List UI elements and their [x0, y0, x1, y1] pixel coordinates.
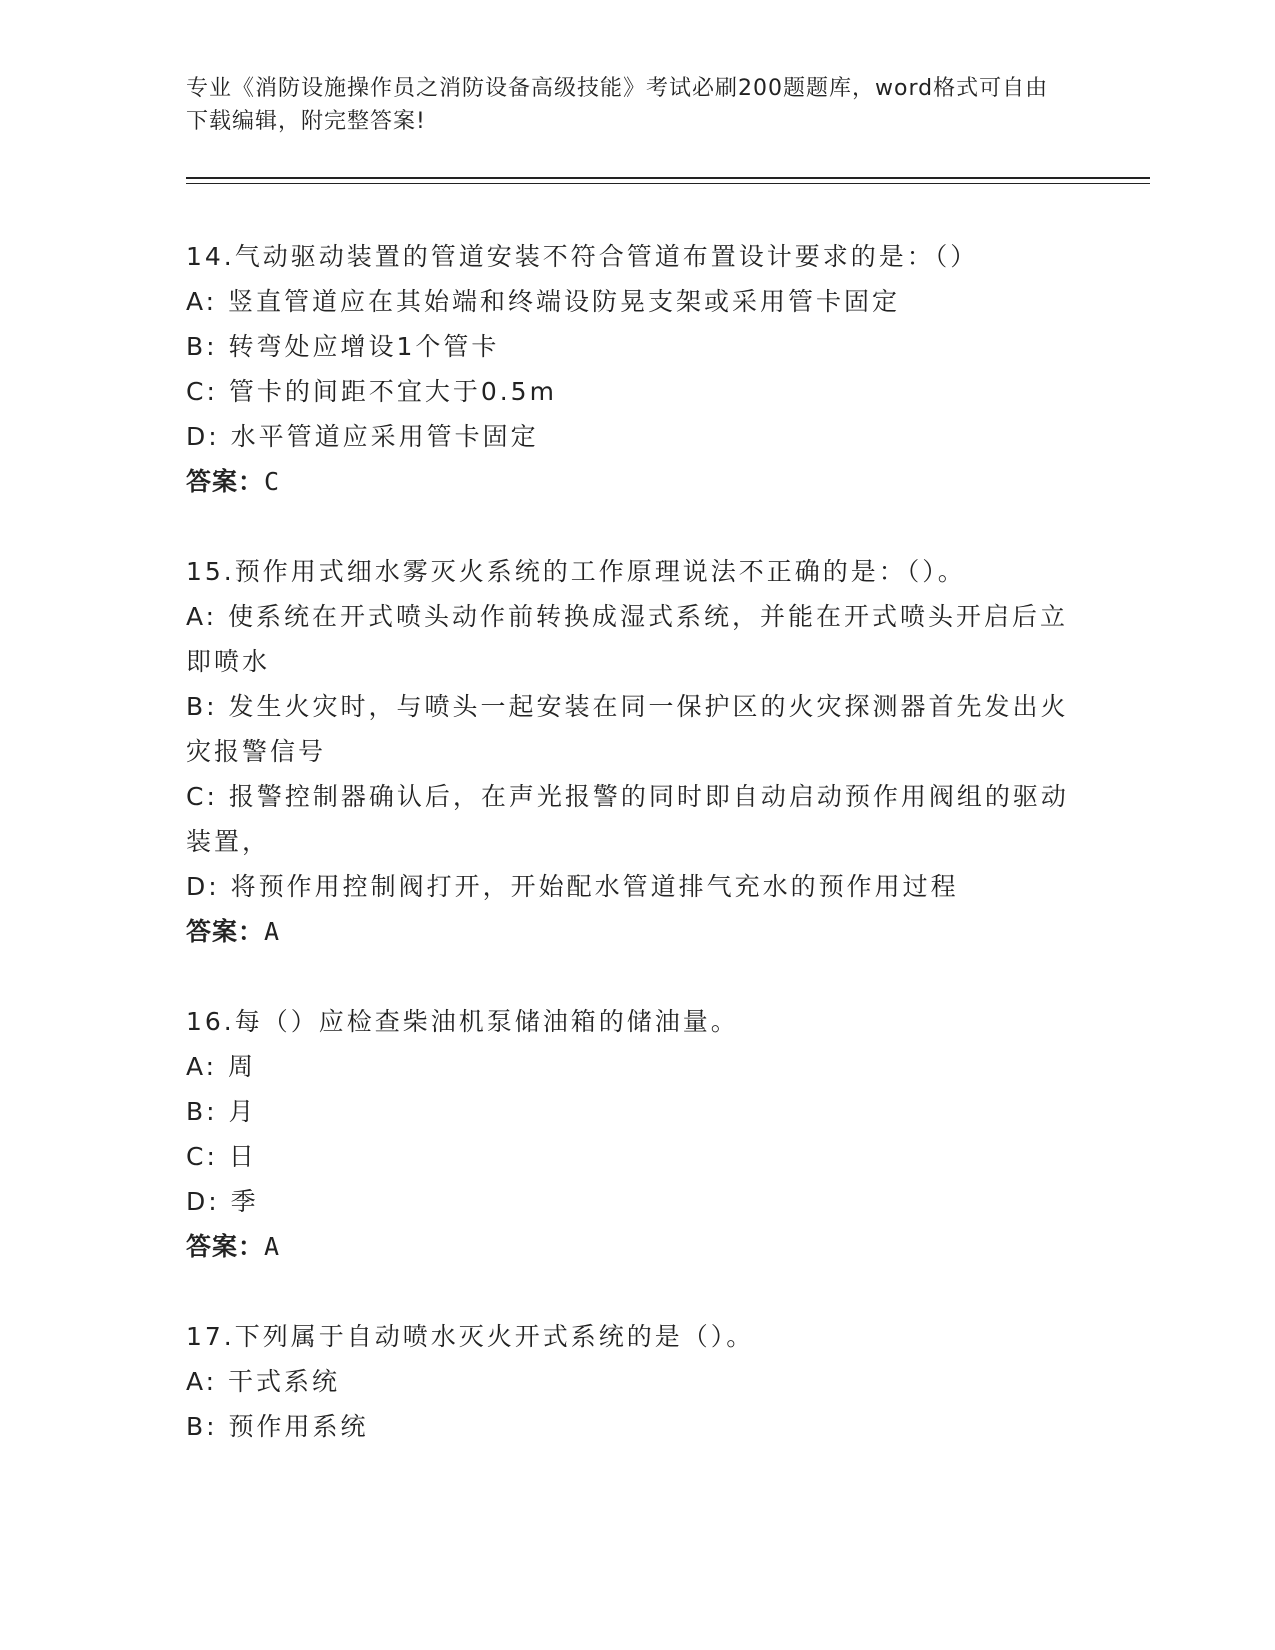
- option-d: D: 水平管道应采用管卡固定: [186, 422, 539, 451]
- question-stem: 14.气动驱动装置的管道安装不符合管道布置设计要求的是：（）: [186, 242, 979, 271]
- option-b: B: 转弯处应增设1个管卡: [186, 332, 500, 361]
- question-17: [186, 1314, 1086, 1449]
- answer-label: 答案：: [186, 917, 265, 946]
- header-divider-thin: [186, 183, 1150, 184]
- header-divider-thick: [186, 177, 1150, 179]
- option-a: A: 竖直管道应在其始端和终端设防晃支架或采用管卡固定: [186, 287, 901, 316]
- question-16: [186, 999, 1086, 1269]
- option-d: D: 季: [186, 1187, 259, 1216]
- option-a: A: 周: [186, 1052, 257, 1081]
- answer-line: [186, 1224, 1086, 1269]
- option-b: B: 月: [186, 1097, 257, 1126]
- option-a: A: 干式系统: [186, 1367, 341, 1396]
- question-15: [186, 549, 1086, 954]
- answer-value: A: [264, 917, 281, 946]
- option-c: C: 日: [186, 1142, 257, 1171]
- option-b: B: 发生火灾时，与喷头一起安装在同一保护区的火灾探测器首先发出火灾报警信号: [186, 692, 1069, 766]
- option-d: D: 将预作用控制阀打开，开始配水管道排气充水的预作用过程: [186, 872, 959, 901]
- answer-line: [186, 909, 1086, 954]
- question-stem: 15.预作用式细水雾灭火系统的工作原理说法不正确的是：（）。: [186, 557, 966, 586]
- answer-value: A: [264, 1232, 281, 1261]
- answer-label: 答案：: [186, 1232, 265, 1261]
- question-14: [186, 234, 1086, 504]
- question-stem: 17.下列属于自动喷水灭火开式系统的是（）。: [186, 1322, 755, 1351]
- header-text: 专业《消防设施操作员之消防设备高级技能》考试必刷200题题库，word格式可自由下载编辑，附完整答案!: [186, 76, 1049, 134]
- answer-value: C: [264, 467, 281, 496]
- option-a: A: 使系统在开式喷头动作前转换成湿式系统，并能在开式喷头开启后立即喷水: [186, 602, 1069, 676]
- answer-label: 答案：: [186, 467, 265, 496]
- question-stem: 16.每（）应检查柴油机泵储油箱的储油量。: [186, 1007, 739, 1036]
- option-c: C: 报警控制器确认后，在声光报警的同时即自动启动预作用阀组的驱动装置，: [186, 782, 1069, 856]
- option-c: C: 管卡的间距不宜大于0.5m: [186, 377, 557, 406]
- question-list: [186, 234, 1086, 1449]
- answer-line: [186, 459, 1086, 504]
- document-header: [186, 72, 1066, 138]
- option-b: B: 预作用系统: [186, 1412, 369, 1441]
